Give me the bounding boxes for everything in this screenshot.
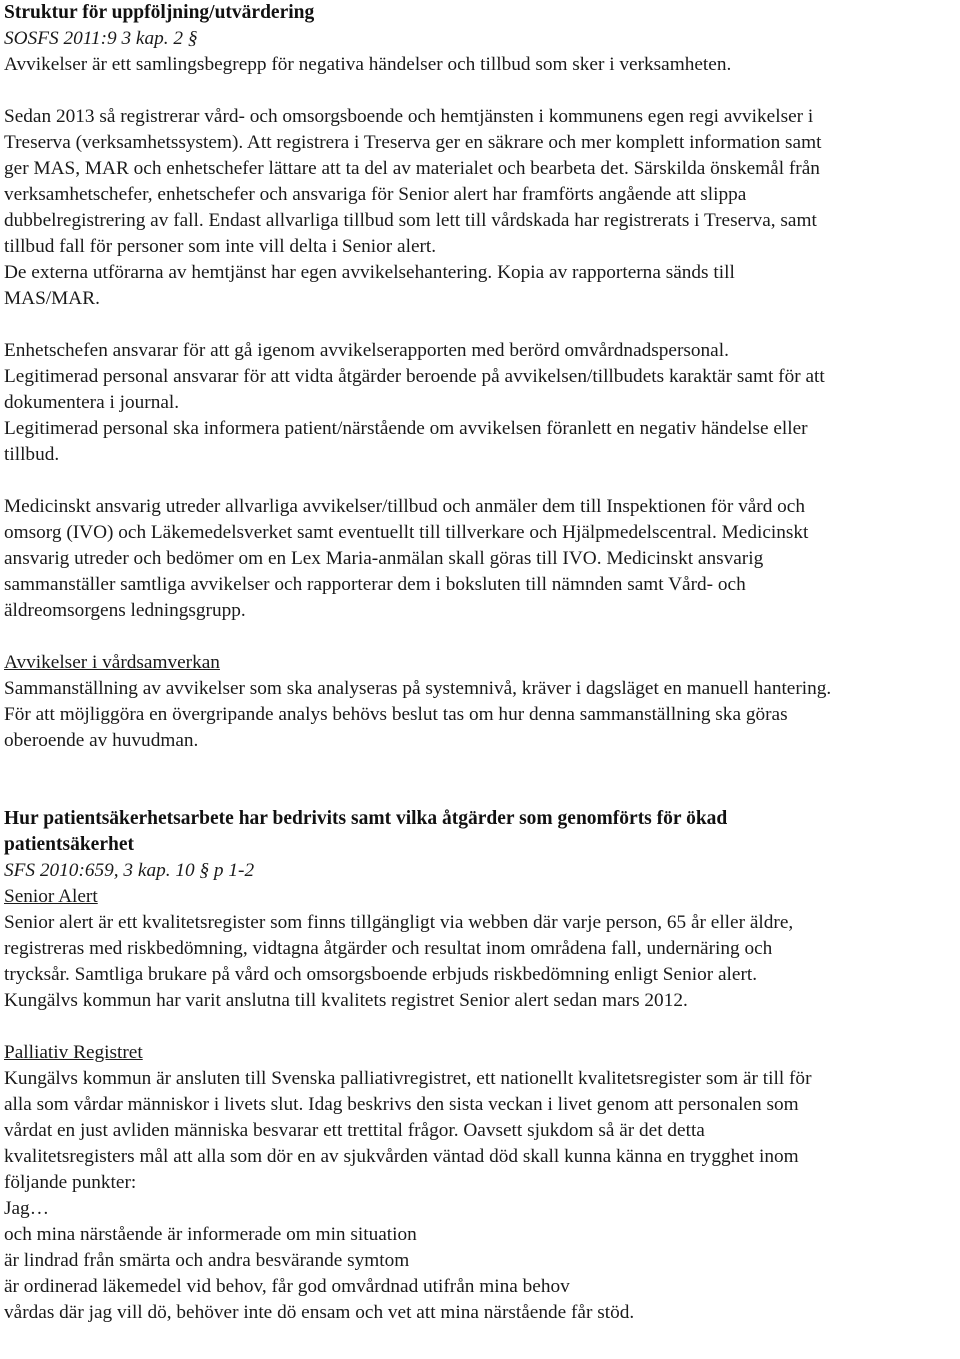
- subheading-senior-alert: Senior Alert: [4, 886, 98, 907]
- intro-text: Avvikelser är ett samlingsbegrepp för negativa händelser och tillbud som sker i verksamheten.: [4, 54, 732, 75]
- paragraph-vardsamverkan: Sammanställning av avvikelser som ska analyseras på systemnivå, kräver i dagsläget en manuell hantering. För att möjliggöra en övergripande analys behövs beslut tas om hur denna sammanställning ska göras oberoende av huvudman.: [4, 678, 832, 751]
- document-page: [4, 0, 956, 1326]
- paragraph-responsibilities: Enhetschefen ansvarar för att gå igenom avvikelserapporten med berörd omvårdnadspersonal. Legitimerad personal ansvarar för att vidta åtgärder beroende på avvikelsen/tillbudets karaktär samt för att dokumentera i journal. Legitimerad personal ska informera patient/närstående om avvikelsen föranlett en negativ händelse eller tillbud.: [4, 340, 825, 465]
- section-heading: Struktur för uppföljning/utvärdering: [4, 2, 315, 23]
- paragraph-senior-alert: Senior alert är ett kvalitetsregister som finns tillgängligt via webben där varje person, 65 år eller äldre, registreras med riskbedömning, vidtagna åtgärder och resultat inom områdena fall, undernäring och trycksår. Samtliga brukare på vård och omsorgsboende erbjuds riskbedömning enligt Senior alert. Kungälvs kommun har varit anslutna till kvalitets registret Senior alert sedan mars 2012.: [4, 912, 794, 1011]
- paragraph-palliativ: Kungälvs kommun är ansluten till Svenska palliativregistret, ett nationellt kvalitetsregister som är till för alla som vårdar människor i livets slut. Idag beskrivs den sista veckan i livet genom att personalen som vårdat en just avliden människa besvarar ett trettital frågor. Oavsett sjukdom så är det detta kvalitetsregisters mål att alla som dör en av sjukvården väntad död skall kunna känna en trygghet inom följande punkter: Jag… och mina närstående är informerade om min situation är lindrad från smärta och andra besvärande symtom är ordinerad läkemedel vid behov, får god omvårdnad utifrån mina behov vårdas där jag vill dö, behöver inte dö ensam och vet att mina närstående får stöd.: [4, 1066, 956, 1326]
- legal-reference-2: SFS 2010:659, 3 kap. 10 § p 1-2: [4, 860, 255, 881]
- list-item: och mina närstående är informerade om min situation: [4, 1224, 417, 1245]
- section-heading-patientsakerhet: Hur patientsäkerhetsarbete har bedrivits samt vilka åtgärder som genomförts för ökad patientsäkerhet: [4, 808, 728, 855]
- list-item: vårdas där jag vill dö, behöver inte dö ensam och vet att mina närstående får stöd.: [4, 1302, 635, 1323]
- subheading-vardsamverkan: Avvikelser i vårdsamverkan: [4, 652, 220, 673]
- paragraph-treserva: Sedan 2013 så registrerar vård- och omsorgsboende och hemtjänsten i kommunens egen regi avvikelser i Treserva (verksamhetssystem). Att registrera i Treserva ger en säkrare och mer komplett information samt ger MAS, MAR och enhetschefer lättare att ta del av materialet och bearbeta det. Särskilda önskemål från verksamhetschefer, enhetschefer och ansvariga för Senior alert har framförts angående att slippa dubbelregistrering av fall. Endast allvarliga tillbud som lett till vårdskada har registrerats i Treserva, samt tillbud fall för personer som inte vill delta i Senior alert. De externa utförarna av hemtjänst har egen avvikelsehantering. Kopia av rapporterna sänds till MAS/MAR.: [4, 106, 822, 309]
- list-item: är ordinerad läkemedel vid behov, får god omvårdnad utifrån mina behov: [4, 1276, 570, 1297]
- legal-reference: SOSFS 2011:9 3 kap. 2 §: [4, 28, 198, 49]
- subheading-palliativ: Palliativ Registret: [4, 1042, 143, 1063]
- paragraph-medical-responsible: Medicinskt ansvarig utreder allvarliga avvikelser/tillbud och anmäler dem till Inspektionen för vård och omsorg (IVO) och Läkemedelsverket samt eventuellt till tillverkare och Hjälpmedelscentral. Medicinskt ansvarig utreder och bedömer om en Lex Maria-anmälan skall göras till IVO. Medicinskt ansvarig sammanställer samtliga avvikelser och rapporterar dem i boksluten till nämnden samt Vård- och äldreomsorgens ledningsgrupp.: [4, 496, 809, 621]
- list-item: är lindrad från smärta och andra besvärande symtom: [4, 1250, 410, 1271]
